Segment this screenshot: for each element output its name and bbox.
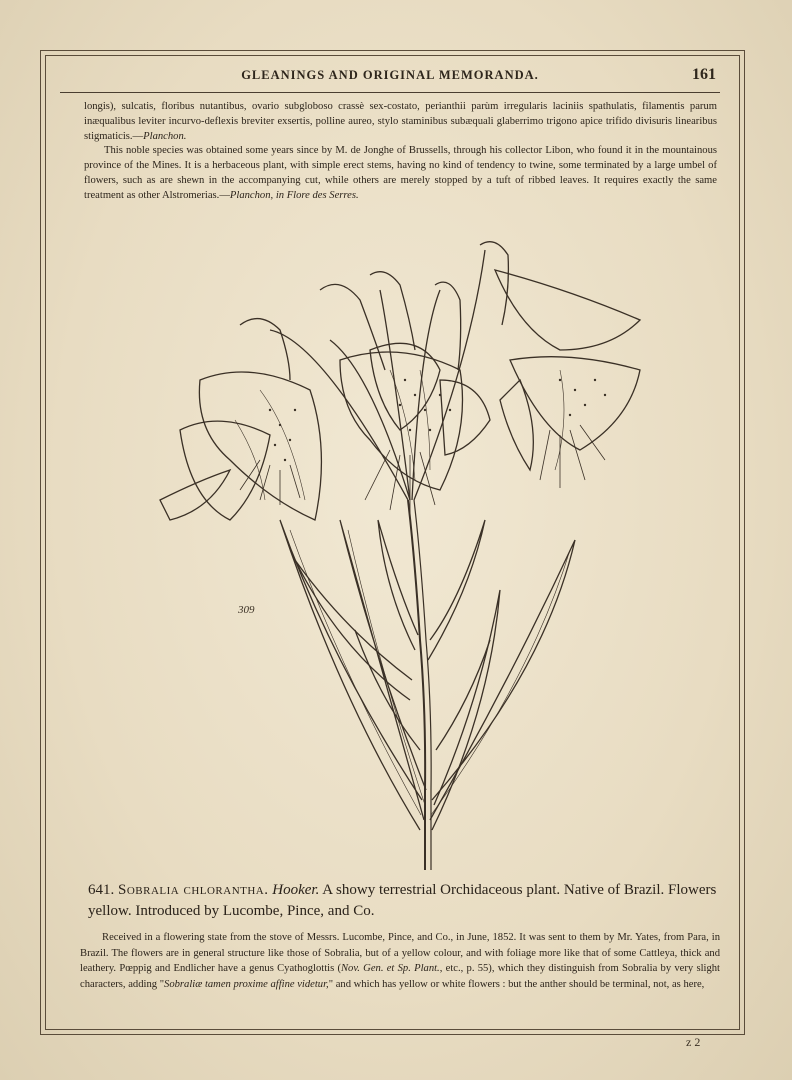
entry-summary: A showy terrestrial Orchidaceous plant. Native of Brazil. Flowers yellow. Introduced by Lucombe, Pince, and Co. (88, 882, 717, 919)
entry-body (80, 930, 720, 992)
species-paragraph: This noble species was obtained some years since by M. de Jonghe of Brussells, through his collector Libon, who found it in the mountainous province of the Mines. It is a herbaceous plant, with simple erect stems, having no kind of tendency to twine, some terminated by a large umbel of flowers, such as are shewn in the accompanying cut, while others are merely stopped by a tuft of ribbed leaves. It requires exactly the same treatment as other Alstromerias.—Planchon, in Flore des Serres. (84, 145, 717, 201)
entry-reference: Nov. Gen. et Sp. Plant. (340, 963, 440, 974)
latin-description: longis), sulcatis, floribus nutantibus, ovario subgloboso crassè sex-costato, perianthii parùm irregularis laciniis spathulatis, filamentis parum inæqualibus leviter incurvo-deflexis breviter exsertis, polline aureo, stylo staminibus subæquali glaberrimo trigono apice trifido divisuris linearibus stigmaticis.—Planchon. (84, 101, 717, 142)
header-rule (60, 92, 720, 93)
entry-paragraph: Received in a flowering state from the stove of Messrs. Lucombe, Pince, and Co., in June, 1852. It was sent to them by Mr. Yates, from Para, in Brazil. The flowers are in general structure like those of Sobralia, but of a yellow colour, and with foliage more like that of some Cattleya, thick and leathery. Pœppig and Endlicher have a genus Cyathoglottis (Nov. Gen. et Sp. Plant., etc., p. 55), which they distinguish from Sobralia by very slight characters, adding "Sobraliæ tamen proxime affine videtur," and which has yellow or white flowers : but the anther should be terminal, not, as here, (80, 932, 720, 990)
latin-author: Planchon. (143, 130, 187, 142)
entry-number: 641. (88, 882, 115, 898)
figure-number: 309 (238, 604, 255, 616)
running-head: GLEANINGS AND ORIGINAL MEMORANDA. (241, 68, 539, 82)
alstroemeria-illustration (140, 230, 660, 880)
entry-author: Hooker. (272, 882, 320, 898)
species-citation: Planchon, in Flore des Serres. (229, 189, 359, 201)
top-text-block (84, 100, 717, 204)
entry-heading (88, 880, 718, 922)
signature-mark: z 2 (686, 1035, 701, 1049)
page-number: 161 (692, 66, 716, 83)
entry-genus: Sobralia chlorantha. (118, 882, 269, 898)
page-header (60, 66, 720, 88)
entry-quote: Sobraliæ tamen proxime affine videtur, (164, 978, 329, 990)
